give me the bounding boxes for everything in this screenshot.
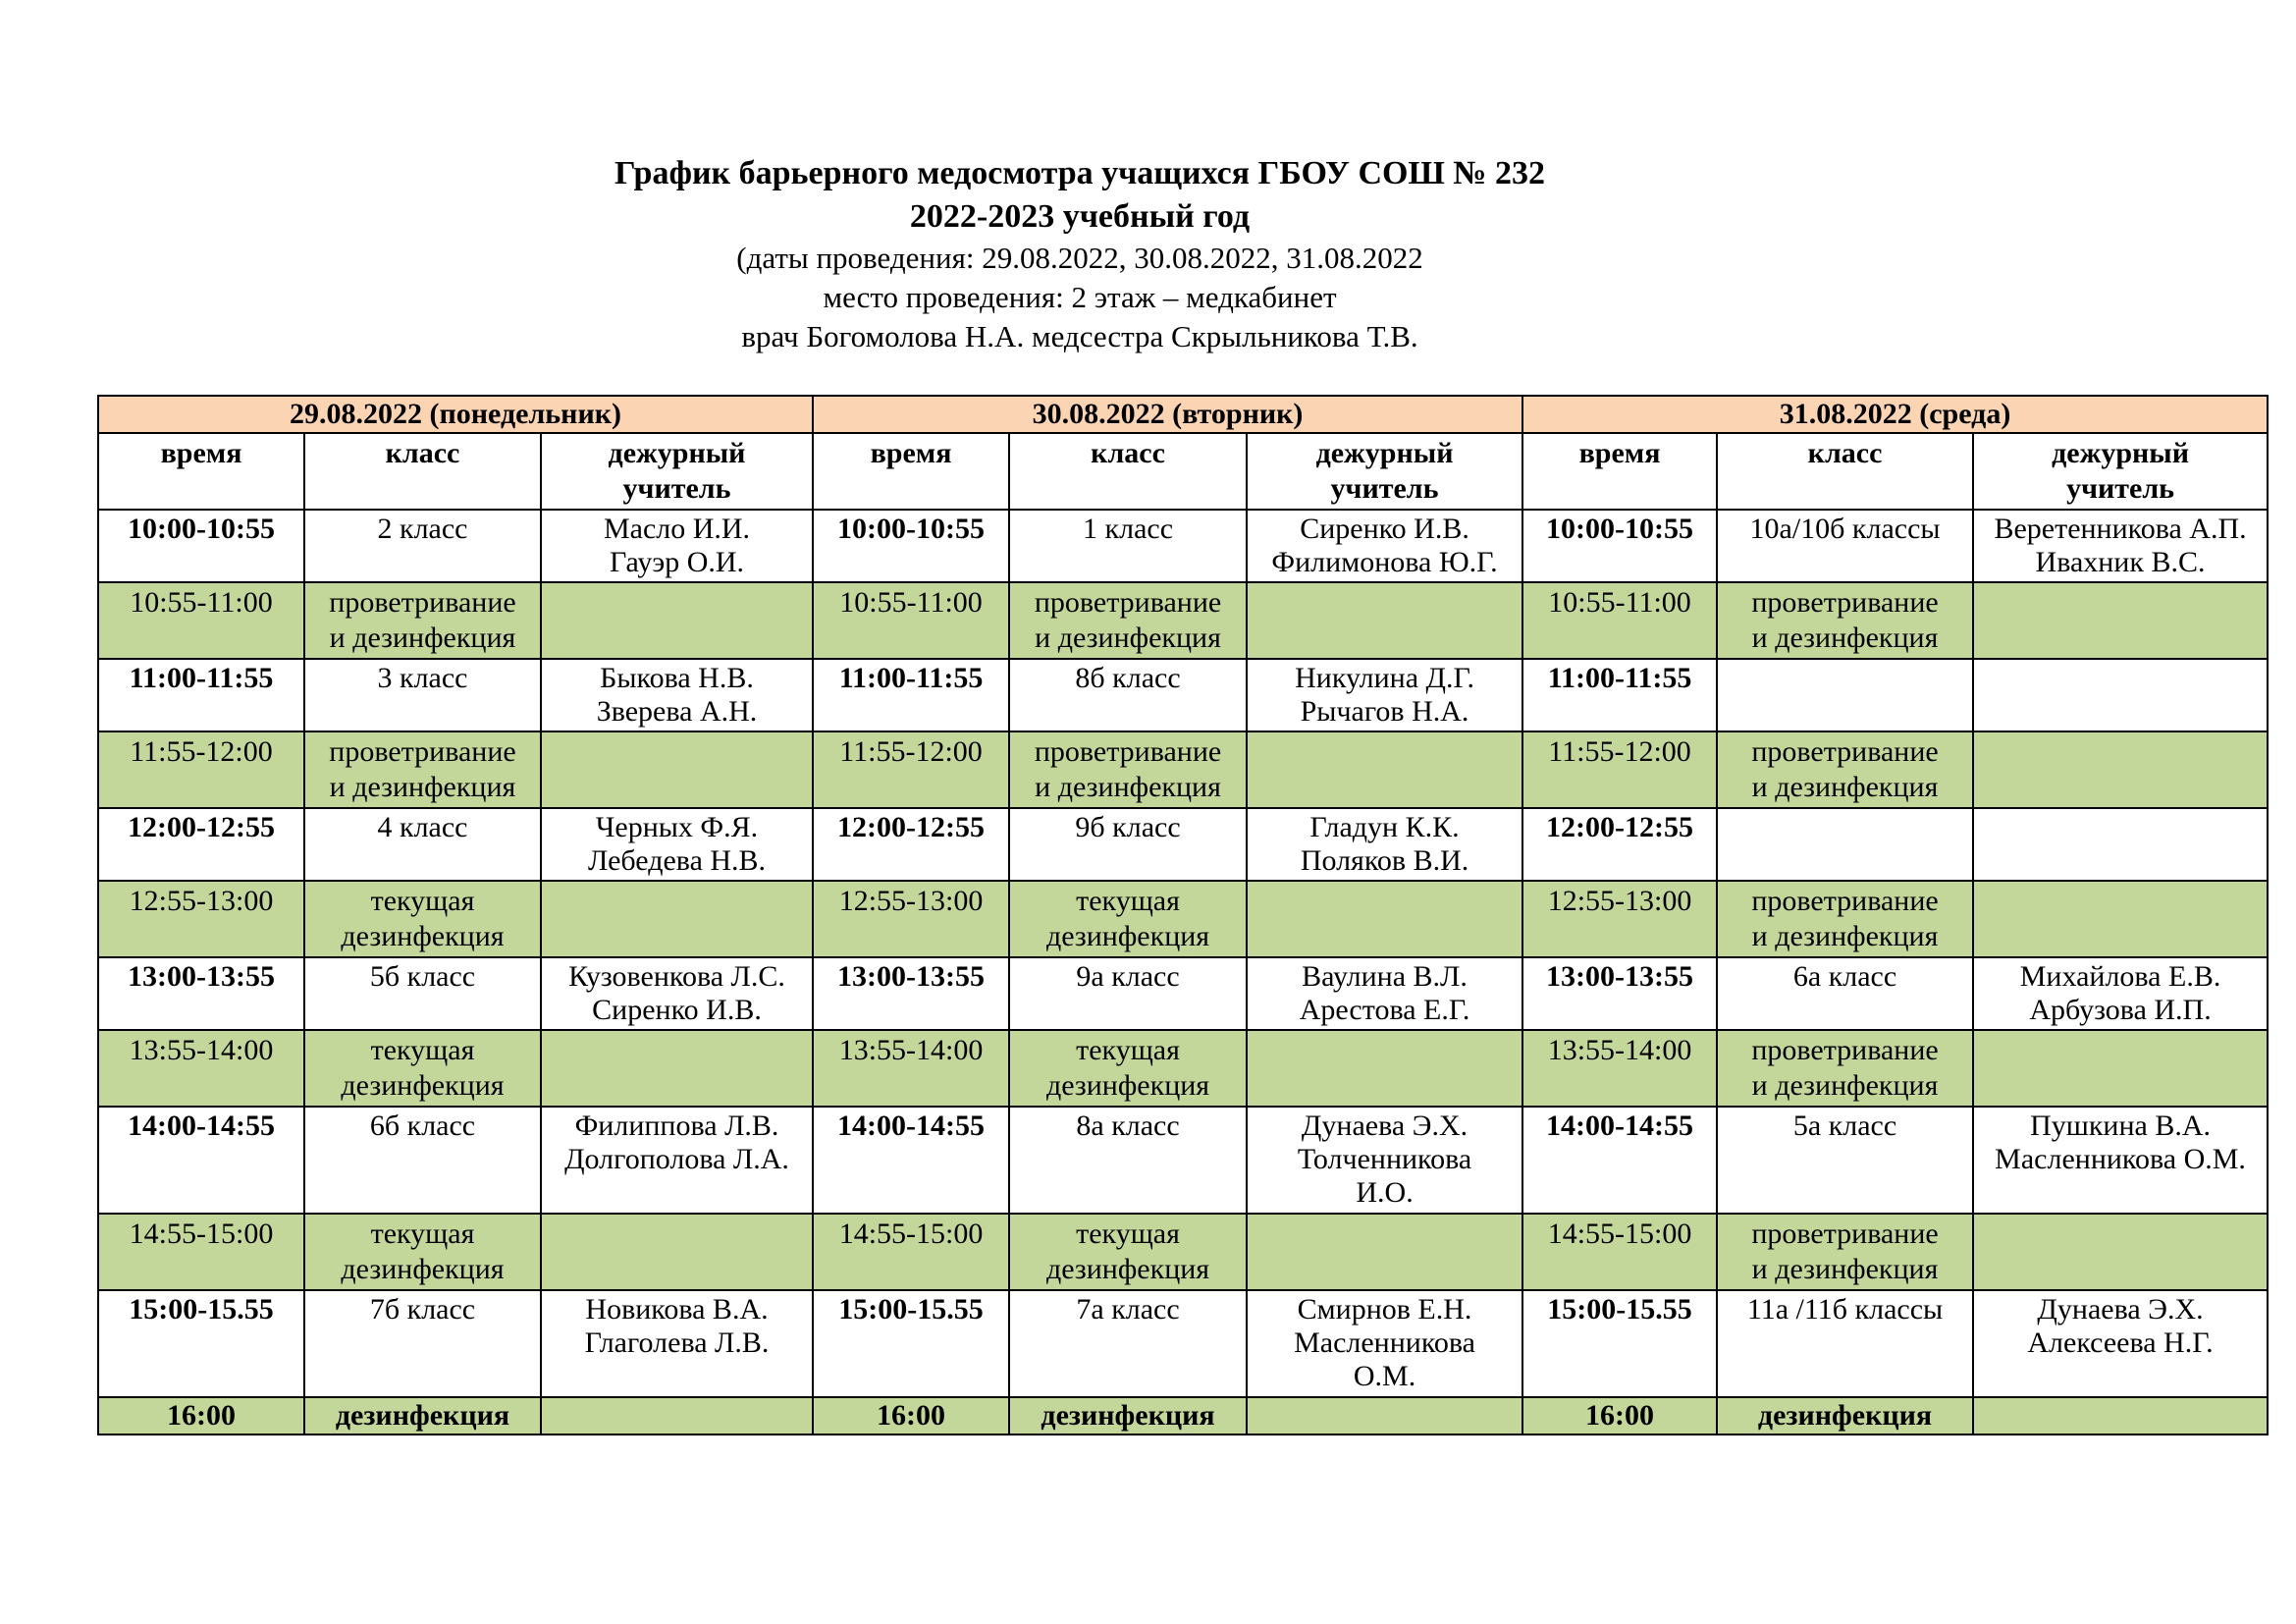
col-header-class: класс	[1009, 433, 1247, 510]
cell-class	[1717, 659, 1973, 731]
cell-teacher	[1973, 1397, 2268, 1435]
cell-class: 9б класс	[1009, 808, 1247, 881]
cell-teacher: Пушкина В.А. Масленникова О.М.	[1973, 1107, 2268, 1214]
cell-class: 5б класс	[304, 957, 541, 1030]
cell-time: 15:00-15.55	[813, 1290, 1009, 1397]
cell-class: дезинфекция	[1717, 1397, 1973, 1435]
cell-time: 13:00-13:55	[98, 957, 304, 1030]
cell-time: 13:00-13:55	[813, 957, 1009, 1030]
cell-teacher	[1247, 731, 1522, 808]
cell-teacher: Сиренко И.В. Филимонова Ю.Г.	[1247, 510, 1522, 582]
cell-time: 16:00	[813, 1397, 1009, 1435]
school-year: 2022-2023 учебный год	[909, 198, 1251, 235]
document-title: График барьерного медосмотра учащихся ГБОУ СОШ № 232	[614, 155, 1545, 191]
cell-teacher	[1973, 1214, 2268, 1290]
cell-time: 13:55-14:00	[98, 1030, 304, 1107]
cell-time: 11:00-11:55	[1522, 659, 1717, 731]
day-header-row	[98, 396, 2268, 433]
cell-teacher: Кузовенкова Л.С. Сиренко И.В.	[541, 957, 813, 1030]
cell-class: проветривание и дезинфекция	[304, 582, 541, 659]
cell-teacher: Новикова В.А. Глаголева Л.В.	[541, 1290, 813, 1397]
staff-line: врач Богомолова Н.А. медсестра Скрыльникова Т.В.	[741, 319, 1418, 353]
day-header-wednesday: 31.08.2022 (среда)	[1522, 396, 2268, 433]
schedule-row	[98, 1290, 2268, 1397]
cell-teacher	[541, 1397, 813, 1435]
cell-time: 12:55-13:00	[1522, 881, 1717, 957]
cell-class: 6а класс	[1717, 957, 1973, 1030]
cell-class: текущая дезинфекция	[1009, 881, 1247, 957]
schedule-row	[98, 881, 2268, 957]
cell-teacher	[541, 1030, 813, 1107]
cell-time: 10:00-10:55	[813, 510, 1009, 582]
cell-class: 1 класс	[1009, 510, 1247, 582]
cell-class: проветривание и дезинфекция	[1717, 881, 1973, 957]
column-header-row	[98, 433, 2268, 510]
cell-class: 4 класс	[304, 808, 541, 881]
cell-teacher	[541, 881, 813, 957]
cell-teacher	[1973, 808, 2268, 881]
cell-class: 6б класс	[304, 1107, 541, 1214]
cell-class: 7а класс	[1009, 1290, 1247, 1397]
col-header-teacher: дежурный учитель	[1973, 433, 2268, 510]
schedule-row	[98, 659, 2268, 731]
cell-class: текущая дезинфекция	[304, 1030, 541, 1107]
cell-class: текущая дезинфекция	[304, 1214, 541, 1290]
cell-teacher: Дунаева Э.Х. Алексеева Н.Г.	[1973, 1290, 2268, 1397]
cell-time: 10:00-10:55	[98, 510, 304, 582]
cell-teacher	[1973, 659, 2268, 731]
cell-class: проветривание и дезинфекция	[1009, 582, 1247, 659]
cell-class: 3 класс	[304, 659, 541, 731]
document-header	[0, 152, 2160, 356]
dates-line: (даты проведения: 29.08.2022, 30.08.2022, 31.08.2022	[736, 241, 1423, 275]
cell-time: 14:55-15:00	[1522, 1214, 1717, 1290]
cell-time: 14:00-14:55	[98, 1107, 304, 1214]
schedule-row	[98, 582, 2268, 659]
cell-time: 15:00-15.55	[1522, 1290, 1717, 1397]
cell-time: 16:00	[98, 1397, 304, 1435]
cell-time: 13:00-13:55	[1522, 957, 1717, 1030]
cell-teacher: Михайлова Е.В. Арбузова И.П.	[1973, 957, 2268, 1030]
cell-time: 12:55-13:00	[98, 881, 304, 957]
cell-teacher	[1247, 582, 1522, 659]
cell-time: 14:00-14:55	[1522, 1107, 1717, 1214]
cell-time: 16:00	[1522, 1397, 1717, 1435]
col-header-teacher: дежурный учитель	[1247, 433, 1522, 510]
cell-class: текущая дезинфекция	[1009, 1030, 1247, 1107]
cell-class: 8а класс	[1009, 1107, 1247, 1214]
cell-teacher	[1973, 1030, 2268, 1107]
schedule-row	[98, 1107, 2268, 1214]
cell-class: проветривание и дезинфекция	[304, 731, 541, 808]
cell-class: текущая дезинфекция	[304, 881, 541, 957]
cell-class: дезинфекция	[304, 1397, 541, 1435]
cell-teacher: Дунаева Э.Х. Толченникова И.О.	[1247, 1107, 1522, 1214]
cell-teacher	[1247, 1397, 1522, 1435]
schedule-table	[97, 395, 2269, 1435]
cell-time: 13:55-14:00	[1522, 1030, 1717, 1107]
cell-time: 10:55-11:00	[98, 582, 304, 659]
col-header-time: время	[98, 433, 304, 510]
cell-time: 12:00-12:55	[98, 808, 304, 881]
schedule-row	[98, 957, 2268, 1030]
schedule-row	[98, 1397, 2268, 1435]
cell-time: 11:55-12:00	[1522, 731, 1717, 808]
col-header-time: время	[1522, 433, 1717, 510]
day-header-tuesday: 30.08.2022 (вторник)	[813, 396, 1522, 433]
col-header-time: время	[813, 433, 1009, 510]
cell-teacher: Ваулина В.Л. Арестова Е.Г.	[1247, 957, 1522, 1030]
cell-teacher: Быкова Н.В. Зверева А.Н.	[541, 659, 813, 731]
cell-class: 2 класс	[304, 510, 541, 582]
schedule-row	[98, 1214, 2268, 1290]
cell-time: 11:00-11:55	[813, 659, 1009, 731]
cell-class: дезинфекция	[1009, 1397, 1247, 1435]
cell-class: проветривание и дезинфекция	[1009, 731, 1247, 808]
cell-class: 10а/10б классы	[1717, 510, 1973, 582]
cell-teacher	[1973, 582, 2268, 659]
cell-teacher	[541, 1214, 813, 1290]
cell-time: 11:55-12:00	[98, 731, 304, 808]
col-header-teacher: дежурный учитель	[541, 433, 813, 510]
place-line: место проведения: 2 этаж – медкабинет	[823, 280, 1337, 314]
cell-time: 14:55-15:00	[813, 1214, 1009, 1290]
col-header-class: класс	[304, 433, 541, 510]
cell-time: 10:00-10:55	[1522, 510, 1717, 582]
cell-class: проветривание и дезинфекция	[1717, 582, 1973, 659]
cell-time: 14:55-15:00	[98, 1214, 304, 1290]
cell-class: проветривание и дезинфекция	[1717, 1030, 1973, 1107]
cell-time: 12:00-12:55	[813, 808, 1009, 881]
schedule-row	[98, 510, 2268, 582]
cell-teacher: Никулина Д.Г. Рычагов Н.А.	[1247, 659, 1522, 731]
cell-time: 12:55-13:00	[813, 881, 1009, 957]
cell-teacher	[541, 582, 813, 659]
schedule-row	[98, 731, 2268, 808]
cell-class	[1717, 808, 1973, 881]
cell-time: 12:00-12:55	[1522, 808, 1717, 881]
cell-class: 9а класс	[1009, 957, 1247, 1030]
cell-teacher: Гладун К.К. Поляков В.И.	[1247, 808, 1522, 881]
cell-teacher	[1247, 1030, 1522, 1107]
cell-class: 11а /11б классы	[1717, 1290, 1973, 1397]
schedule-row	[98, 1030, 2268, 1107]
cell-time: 11:00-11:55	[98, 659, 304, 731]
cell-time: 10:55-11:00	[813, 582, 1009, 659]
cell-time: 13:55-14:00	[813, 1030, 1009, 1107]
cell-teacher	[1247, 881, 1522, 957]
cell-class: 8б класс	[1009, 659, 1247, 731]
cell-teacher	[1973, 731, 2268, 808]
cell-class: проветривание и дезинфекция	[1717, 1214, 1973, 1290]
cell-time: 15:00-15.55	[98, 1290, 304, 1397]
cell-class: 5а класс	[1717, 1107, 1973, 1214]
cell-teacher: Черных Ф.Я. Лебедева Н.В.	[541, 808, 813, 881]
day-header-monday: 29.08.2022 (понедельник)	[98, 396, 813, 433]
cell-teacher	[541, 731, 813, 808]
cell-teacher: Масло И.И. Гауэр О.И.	[541, 510, 813, 582]
cell-teacher	[1973, 881, 2268, 957]
cell-time: 14:00-14:55	[813, 1107, 1009, 1214]
col-header-class: класс	[1717, 433, 1973, 510]
cell-time: 10:55-11:00	[1522, 582, 1717, 659]
cell-class: текущая дезинфекция	[1009, 1214, 1247, 1290]
cell-time: 11:55-12:00	[813, 731, 1009, 808]
cell-teacher: Веретенникова А.П. Ивахник В.С.	[1973, 510, 2268, 582]
cell-teacher	[1247, 1214, 1522, 1290]
schedule-row	[98, 808, 2268, 881]
cell-teacher: Смирнов Е.Н. Масленникова О.М.	[1247, 1290, 1522, 1397]
cell-class: 7б класс	[304, 1290, 541, 1397]
cell-class: проветривание и дезинфекция	[1717, 731, 1973, 808]
cell-teacher: Филиппова Л.В. Долгополова Л.А.	[541, 1107, 813, 1214]
